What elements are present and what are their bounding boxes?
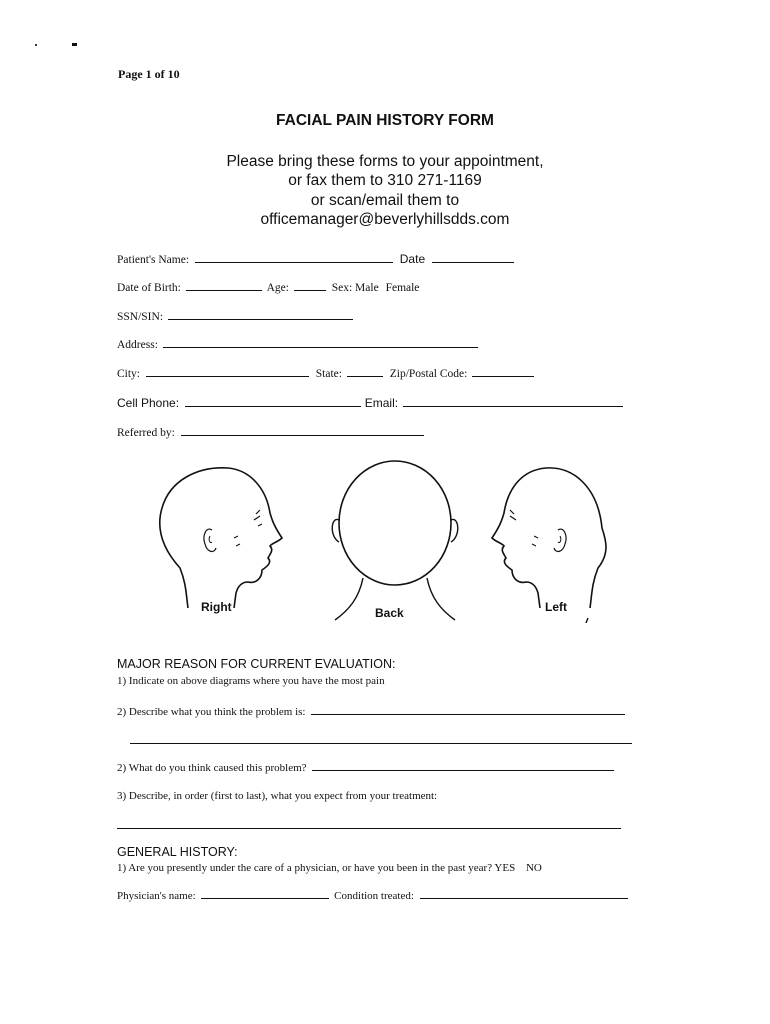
scan-mark (35, 44, 37, 46)
major-heading: MAJOR REASON FOR CURRENT EVALUATION: (117, 657, 396, 671)
patient-name-field[interactable] (195, 261, 393, 263)
zip-label: Zip/Postal Code: (389, 368, 468, 380)
patient-name-row (117, 252, 514, 267)
address-field[interactable] (163, 346, 478, 348)
instructions-email: officemanager@beverlyhillsdds.com (260, 211, 510, 228)
dob-row (117, 281, 419, 295)
major-q4-field[interactable] (117, 828, 621, 829)
sex-male-option[interactable]: Sex: Male (331, 282, 379, 294)
address-label: Address: (117, 339, 158, 351)
condition-treated-field[interactable] (420, 897, 628, 899)
address-row (117, 338, 478, 352)
referred-by-field[interactable] (181, 434, 424, 436)
general-q1[interactable]: 1) Are you presently under the care of a physician, or have you been in the past year? YES (117, 862, 516, 874)
major-q2-row (117, 705, 625, 719)
major-q2-label: 2) Describe what you think the problem is: (117, 706, 306, 718)
major-q1: 1) Indicate on above diagrams where you have the most pain (117, 675, 385, 687)
instructions-line-2: or fax them to 310 271-1169 (288, 172, 482, 189)
general-q1-no[interactable]: NO (525, 862, 542, 874)
major-q3-row (117, 761, 614, 775)
dob-field[interactable] (186, 289, 262, 291)
cell-phone-field[interactable] (185, 405, 361, 407)
state-field[interactable] (347, 375, 383, 377)
form-title: FACIAL PAIN HISTORY FORM (276, 112, 494, 129)
general-q1-row (117, 861, 542, 875)
state-label: State: (315, 368, 342, 380)
patient-name-label: Patient's Name: (117, 254, 190, 266)
physician-name-field[interactable] (201, 897, 329, 899)
city-label: City: (117, 368, 141, 380)
condition-treated-label: Condition treated: (334, 890, 414, 902)
sex-female-option[interactable]: Female (385, 282, 420, 294)
ssn-row (117, 310, 353, 324)
head-back-diagram[interactable] (325, 458, 465, 623)
date-label: Date (399, 252, 426, 266)
page-label: Page 1 of 10 (118, 67, 180, 81)
age-label: Age: (266, 282, 289, 294)
ssn-label: SSN/SIN: (117, 311, 164, 323)
date-field[interactable] (432, 261, 514, 263)
referred-by-label: Referred by: (117, 427, 175, 439)
major-q4: 3) Describe, in order (first to last), what you expect from your treatment: (117, 790, 438, 802)
email-label: Email: (364, 396, 399, 410)
dob-label: Date of Birth: (117, 282, 181, 294)
head-right-profile-diagram[interactable] (150, 458, 300, 623)
city-row (117, 367, 534, 381)
back-label: Back (375, 606, 404, 620)
cell-phone-label: Cell Phone: (117, 396, 180, 410)
physician-row (117, 889, 628, 903)
instructions-line-3: or scan/email them to (310, 192, 460, 209)
email-field[interactable] (403, 405, 623, 407)
instructions-line-1: Please bring these forms to your appointment, (226, 153, 544, 170)
age-field[interactable] (294, 289, 326, 291)
cell-row (117, 396, 623, 410)
right-label: Right (201, 600, 232, 614)
city-field[interactable] (146, 375, 309, 377)
referred-row (117, 426, 424, 440)
zip-field[interactable] (472, 375, 534, 377)
head-left-profile-diagram[interactable] (482, 458, 612, 623)
physician-name-label: Physician's name: (117, 890, 196, 902)
major-q3-field[interactable] (312, 769, 614, 771)
major-q2-field[interactable] (311, 713, 625, 715)
left-label: Left (545, 600, 567, 614)
general-heading: GENERAL HISTORY: (117, 845, 238, 859)
scan-mark (72, 43, 77, 46)
ssn-field[interactable] (168, 318, 353, 320)
major-q2-extra-line[interactable] (130, 743, 632, 744)
major-q3-label: 2) What do you think caused this problem? (117, 762, 307, 774)
